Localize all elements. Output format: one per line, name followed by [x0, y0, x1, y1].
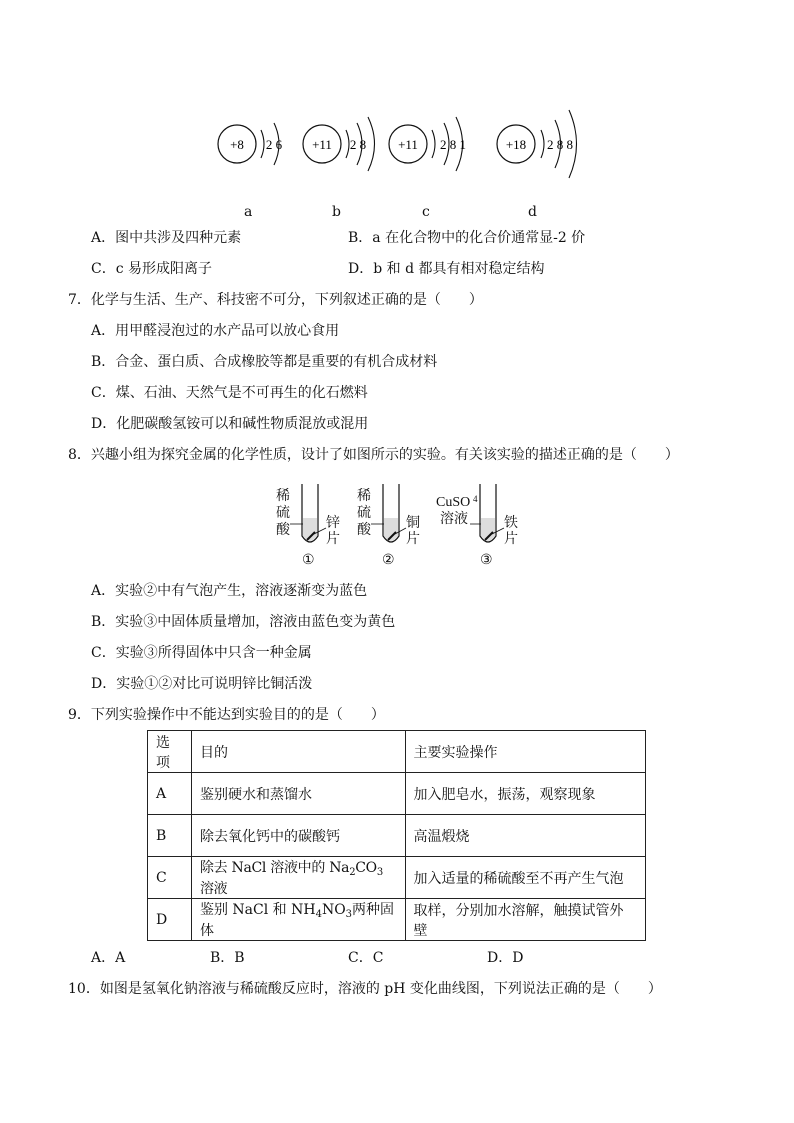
t1-label-2: 硫: [276, 506, 290, 521]
row-b-option: B: [148, 815, 192, 857]
table-row: [148, 815, 646, 857]
t3-formula-sub: 4: [473, 494, 478, 504]
row-a-goal: 鉴别硬水和蒸馏水: [191, 773, 405, 815]
t2-label-1: 稀: [357, 489, 371, 504]
nucleus-b: +11: [312, 137, 332, 152]
q8-option-c: C．实验③所得固体中只含一种金属: [91, 645, 312, 661]
atom-structure-diagram: [0, 90, 794, 190]
q9-answer-b: B．B: [210, 950, 245, 966]
q9-stem: 9．下列实验操作中不能达到实验目的的是（ ）: [68, 707, 385, 723]
q9-answer-d: D．D: [487, 950, 524, 966]
t2-label-2: 硫: [357, 506, 371, 521]
t2-right-2: 片: [406, 532, 420, 547]
atom-label-c: c: [422, 204, 430, 220]
row-c-operation: 加入适量的稀硫酸至不再产生气泡: [405, 857, 645, 899]
q7-option-d: D．化肥碳酸氢铵可以和碱性物质混放或混用: [91, 416, 369, 432]
t2-number: ②: [382, 553, 395, 568]
header-option: 选项: [148, 731, 192, 773]
t3-formula: CuSO: [436, 495, 471, 510]
atom-d: [497, 110, 577, 178]
table-row: [148, 773, 646, 815]
atom-label-a: a: [244, 204, 253, 220]
row-d-goal: 鉴别 NaCl 和 $NH_4NO_3$两种固体: [191, 899, 405, 941]
q8-stem: 8．兴趣小组为探究金属的化学性质，设计了如图所示的实验。有关该实验的描述正确的是（ ）: [68, 447, 679, 463]
experiment-table: [147, 730, 646, 941]
table-header-row: [148, 731, 646, 773]
table-row: [148, 899, 646, 941]
t1-label-1: 稀: [276, 489, 290, 504]
atom-label-b: b: [332, 204, 341, 220]
atom-b: [303, 117, 375, 171]
t2-label-3: 酸: [357, 523, 371, 538]
test-tube-figure: [270, 480, 530, 570]
nucleus-d: +18: [505, 137, 527, 152]
t2-right-1: 铜: [406, 516, 420, 531]
t1-right-2: 片: [326, 532, 340, 547]
electrons-a: 2 6: [265, 137, 283, 152]
q8-option-d: D．实验①②对比可说明锌比铜活泼: [91, 676, 313, 692]
q7-option-c: C．煤、石油、天然气是不可再生的化石燃料: [91, 385, 368, 401]
row-c-option: C: [148, 857, 192, 899]
q6-option-b: B．a 在化合物中的化合价通常显-2 价: [348, 230, 586, 246]
q8-option-b: B．实验③中固体质量增加，溶液由蓝色变为黄色: [91, 614, 396, 630]
row-d-operation: 取样，分别加水溶解，触摸试管外壁: [405, 899, 645, 941]
t3-label-solution: 溶液: [440, 512, 468, 527]
header-operation: 主要实验操作: [405, 731, 645, 773]
atom-a: [218, 123, 283, 165]
row-b-operation: 高温煅烧: [405, 815, 645, 857]
t1-right-1: 锌: [326, 516, 340, 531]
q7-option-b: B．合金、蛋白质、合成橡胶等都是重要的有机合成材料: [91, 354, 438, 370]
t3-number: ③: [480, 553, 493, 568]
q6-option-d: D．b 和 d 都具有相对稳定结构: [348, 261, 545, 277]
q6-option-c: C．c 易形成阳离子: [91, 261, 213, 277]
q9-answer-c: C．C: [348, 950, 384, 966]
nucleus-c: +11: [398, 137, 418, 152]
row-d-option: D: [148, 899, 192, 941]
atom-label-d: d: [528, 204, 537, 220]
q10-stem: 10．如图是氢氧化钠溶液与稀硫酸反应时，溶液的 pH 变化曲线图，下列说法正确的是（ ）: [68, 981, 662, 997]
q6-option-a: A．图中共涉及四种元素: [91, 230, 242, 246]
row-c-goal: 除去 NaCl 溶液中的 $Na_2CO_3$溶液: [191, 857, 405, 899]
t1-label-3: 酸: [276, 523, 290, 538]
table-row: [148, 857, 646, 899]
row-a-operation: 加入肥皂水，振荡，观察现象: [405, 773, 645, 815]
electrons-d: 2 8 8: [547, 137, 573, 152]
t3-right-1: 铁: [504, 516, 518, 531]
q7-option-a: A．用甲醛浸泡过的水产品可以放心食用: [91, 323, 340, 339]
electrons-c: 2 8 1: [440, 137, 466, 152]
t1-number: ①: [302, 553, 315, 568]
q8-option-a: A．实验②中有气泡产生，溶液逐渐变为蓝色: [91, 583, 368, 599]
header-goal: 目的: [191, 731, 405, 773]
q7-stem: 7．化学与生活、生产、科技密不可分，下列叙述正确的是（ ）: [68, 292, 483, 308]
t3-right-2: 片: [504, 532, 518, 547]
row-b-goal: 除去氧化钙中的碳酸钙: [191, 815, 405, 857]
q9-answer-a: A．A: [91, 950, 126, 966]
nucleus-a: +8: [230, 137, 244, 152]
electrons-b: 2 8: [349, 137, 367, 152]
atom-c: [389, 117, 466, 171]
row-a-option: A: [148, 773, 192, 815]
